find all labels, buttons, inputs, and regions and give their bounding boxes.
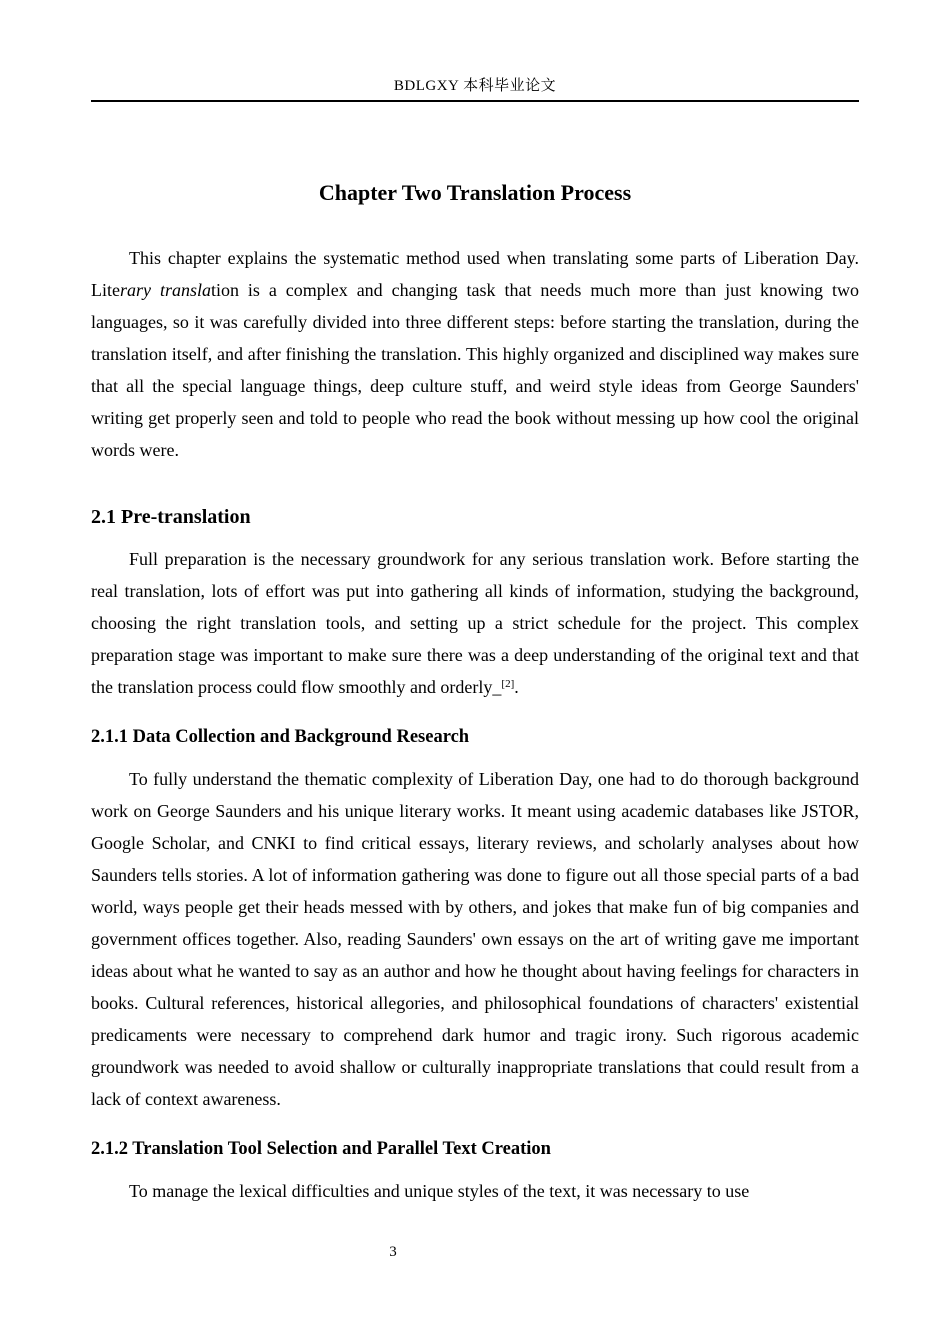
intro-text-italic: rary transla <box>120 280 211 300</box>
page-number: 3 <box>389 1244 397 1260</box>
citation-reference: [2] <box>501 678 515 690</box>
section-2-1-2-paragraph: To manage the lexical difficulties and unique styles of the text, it was necessary to use <box>129 1181 750 1201</box>
section-heading-2-1-1: 2.1.1 Data Collection and Background Research <box>91 727 470 747</box>
chapter-title: Chapter Two Translation Process <box>318 180 632 205</box>
header-rule <box>91 100 859 102</box>
section-2-1-1-paragraph: To fully understand the thematic complexity of Liberation Day, one had to do thorough background work on George Saunders and his unique literary works. It meant using academic databases like JSTOR, Google Scholar, and CNKI to find critical essays, literary reviews, and scholarly analyses about how Saunders tells stories. A lot of information gathering was done to figure out all those special parts of a bad world, ways people get their heads messed with by others, and jokes that make fun of big companies and government offices together. Also, reading Saunders' own essays on the art of writing gave me important ideas about what he wanted to say as an author and how he thought about having feelings for characters in books. Cultural references, historical allegories, and philosophical foundations of characters' existential predicaments were necessary to comprehend dark humor and tragic irony. Such rigorous academic groundwork was needed to avoid shallow or culturally inappropriate translations that could result from a lack of context awareness. <box>91 769 859 1109</box>
intro-text-part1: This chapter explains the systematic method used when translating some parts of Liberation Day. Lite <box>91 248 859 300</box>
section-2-1-text-end: . <box>514 677 519 697</box>
section-2-1-text: Full preparation is the necessary groundwork for any serious translation work. Before starting the real translation, lots of effort was put into gathering all kinds of information, studying the background, choosing the right translation tools, and setting up a strict schedule for the project. This complex preparation stage was important to make sure there was a deep understanding of the original text and that the translation process could flow smoothly and orderly_ <box>91 549 859 697</box>
page-body <box>91 176 859 1207</box>
section-heading-2-1: 2.1 Pre-translation <box>91 506 251 528</box>
chapter-intro-paragraph <box>91 242 859 466</box>
section-2-1-paragraph <box>91 543 859 703</box>
section-heading-2-1-2: 2.1.2 Translation Tool Selection and Parallel Text Creation <box>91 1139 551 1159</box>
running-header: BDLGXY 本科毕业论文 <box>393 78 557 94</box>
intro-text-part2: tion is a complex and changing task that needs much more than just knowing two languages, so it was carefully divided into three different steps: before starting the translation, during the translation itself, and after finishing the translation. This highly organized and disciplined way makes sure that all the special language things, deep culture stuff, and weird style ideas from George Saunders' writing get properly seen and told to people who read the book without messing up how cool the original words were. <box>91 280 859 460</box>
